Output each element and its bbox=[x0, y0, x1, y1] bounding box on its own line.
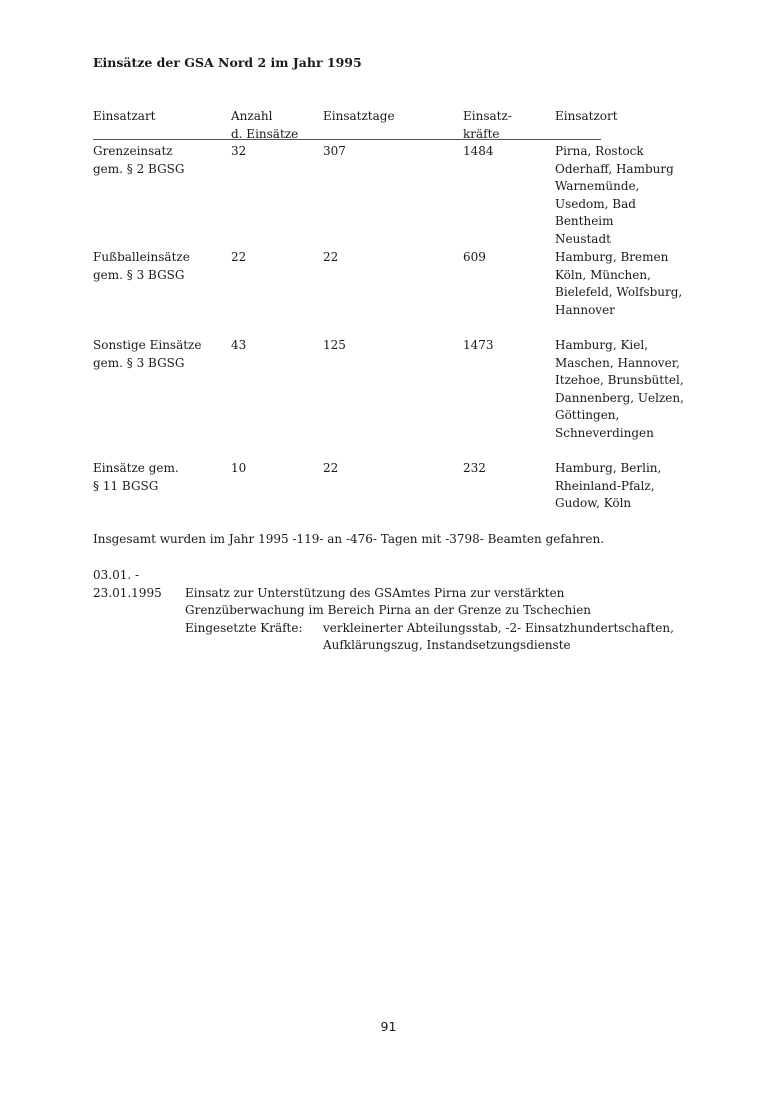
cell-einsatzkraefte: 1484 bbox=[463, 144, 494, 158]
page-title: Einsätze der GSA Nord 2 im Jahr 1995 bbox=[93, 55, 362, 70]
cell-einsatzkraefte: 232 bbox=[463, 461, 486, 475]
cell-einsatzort: Hamburg, Kiel, Maschen, Hannover, Itzehoe, Brunsbüttel, Dannenberg, Uelzen, Göttingen, Schneverdingen bbox=[555, 338, 684, 440]
page-number: 91 bbox=[380, 1019, 397, 1034]
cell-einsatzort: Pirna, Rostock Oderhaff, Hamburg Warnemünde, Usedom, Bad Bentheim Neustadt bbox=[555, 144, 674, 246]
cell-anzahl: 43 bbox=[231, 338, 247, 352]
event-description: Einsatz zur Unterstützung des GSAmtes Pirna zur verstärkten Grenzüberwachung im Bereich Pirna an der Grenze zu Tschechien bbox=[185, 585, 592, 618]
cell-einsatztage: 307 bbox=[323, 144, 346, 158]
cell-einsatzort: Hamburg, Bremen Köln, München, Bielefeld, Wolfsburg, Hannover bbox=[555, 250, 683, 317]
cell-einsatztage: 22 bbox=[323, 250, 339, 264]
header-einsatztage: Einsatztage bbox=[323, 109, 395, 123]
cell-anzahl: 32 bbox=[231, 144, 247, 158]
cell-einsatzart: Sonstige Einsätze gem. § 3 BGSG bbox=[93, 338, 202, 370]
cell-einsatztage: 125 bbox=[323, 338, 346, 352]
cell-anzahl: 10 bbox=[231, 461, 247, 475]
summary-text: Insgesamt wurden im Jahr 1995 -119- an -476- Tagen mit -3798- Beamten gefahren. bbox=[93, 532, 605, 546]
header-einsatzart: Einsatzart bbox=[93, 109, 156, 123]
cell-einsatzart: Fußballeinsätze gem. § 3 BGSG bbox=[93, 250, 190, 282]
event-date-from: 03.01. - bbox=[93, 568, 140, 582]
cell-einsatztage: 22 bbox=[323, 461, 339, 475]
table-header bbox=[93, 108, 618, 141]
header-einsatzort: Einsatzort bbox=[555, 109, 618, 123]
cell-einsatzort: Hamburg, Berlin, Rheinland-Pfalz, Gudow, Köln bbox=[555, 461, 662, 511]
cell-einsatzkraefte: 609 bbox=[463, 250, 486, 264]
header-anzahl: Anzahl d. Einsätze bbox=[231, 109, 299, 141]
cell-einsatzart: Einsätze gem. § 11 BGSG bbox=[93, 461, 179, 493]
deployment-table bbox=[93, 108, 693, 511]
cell-anzahl: 22 bbox=[231, 250, 247, 264]
event-forces-label: Eingesetzte Kräfte: bbox=[185, 620, 303, 635]
event-date-to: 23.01.1995 bbox=[93, 585, 162, 600]
cell-einsatzkraefte: 1473 bbox=[463, 338, 494, 352]
header-einsatzkraefte: Einsatz- kräfte bbox=[463, 109, 512, 141]
event-forces-value: verkleinerter Abteilungsstab, -2- Einsatzhundertschaften, Aufklärungszug, Instandsetzungsdienste bbox=[323, 620, 674, 653]
cell-einsatzart: Grenzeinsatz gem. § 2 BGSG bbox=[93, 144, 185, 176]
